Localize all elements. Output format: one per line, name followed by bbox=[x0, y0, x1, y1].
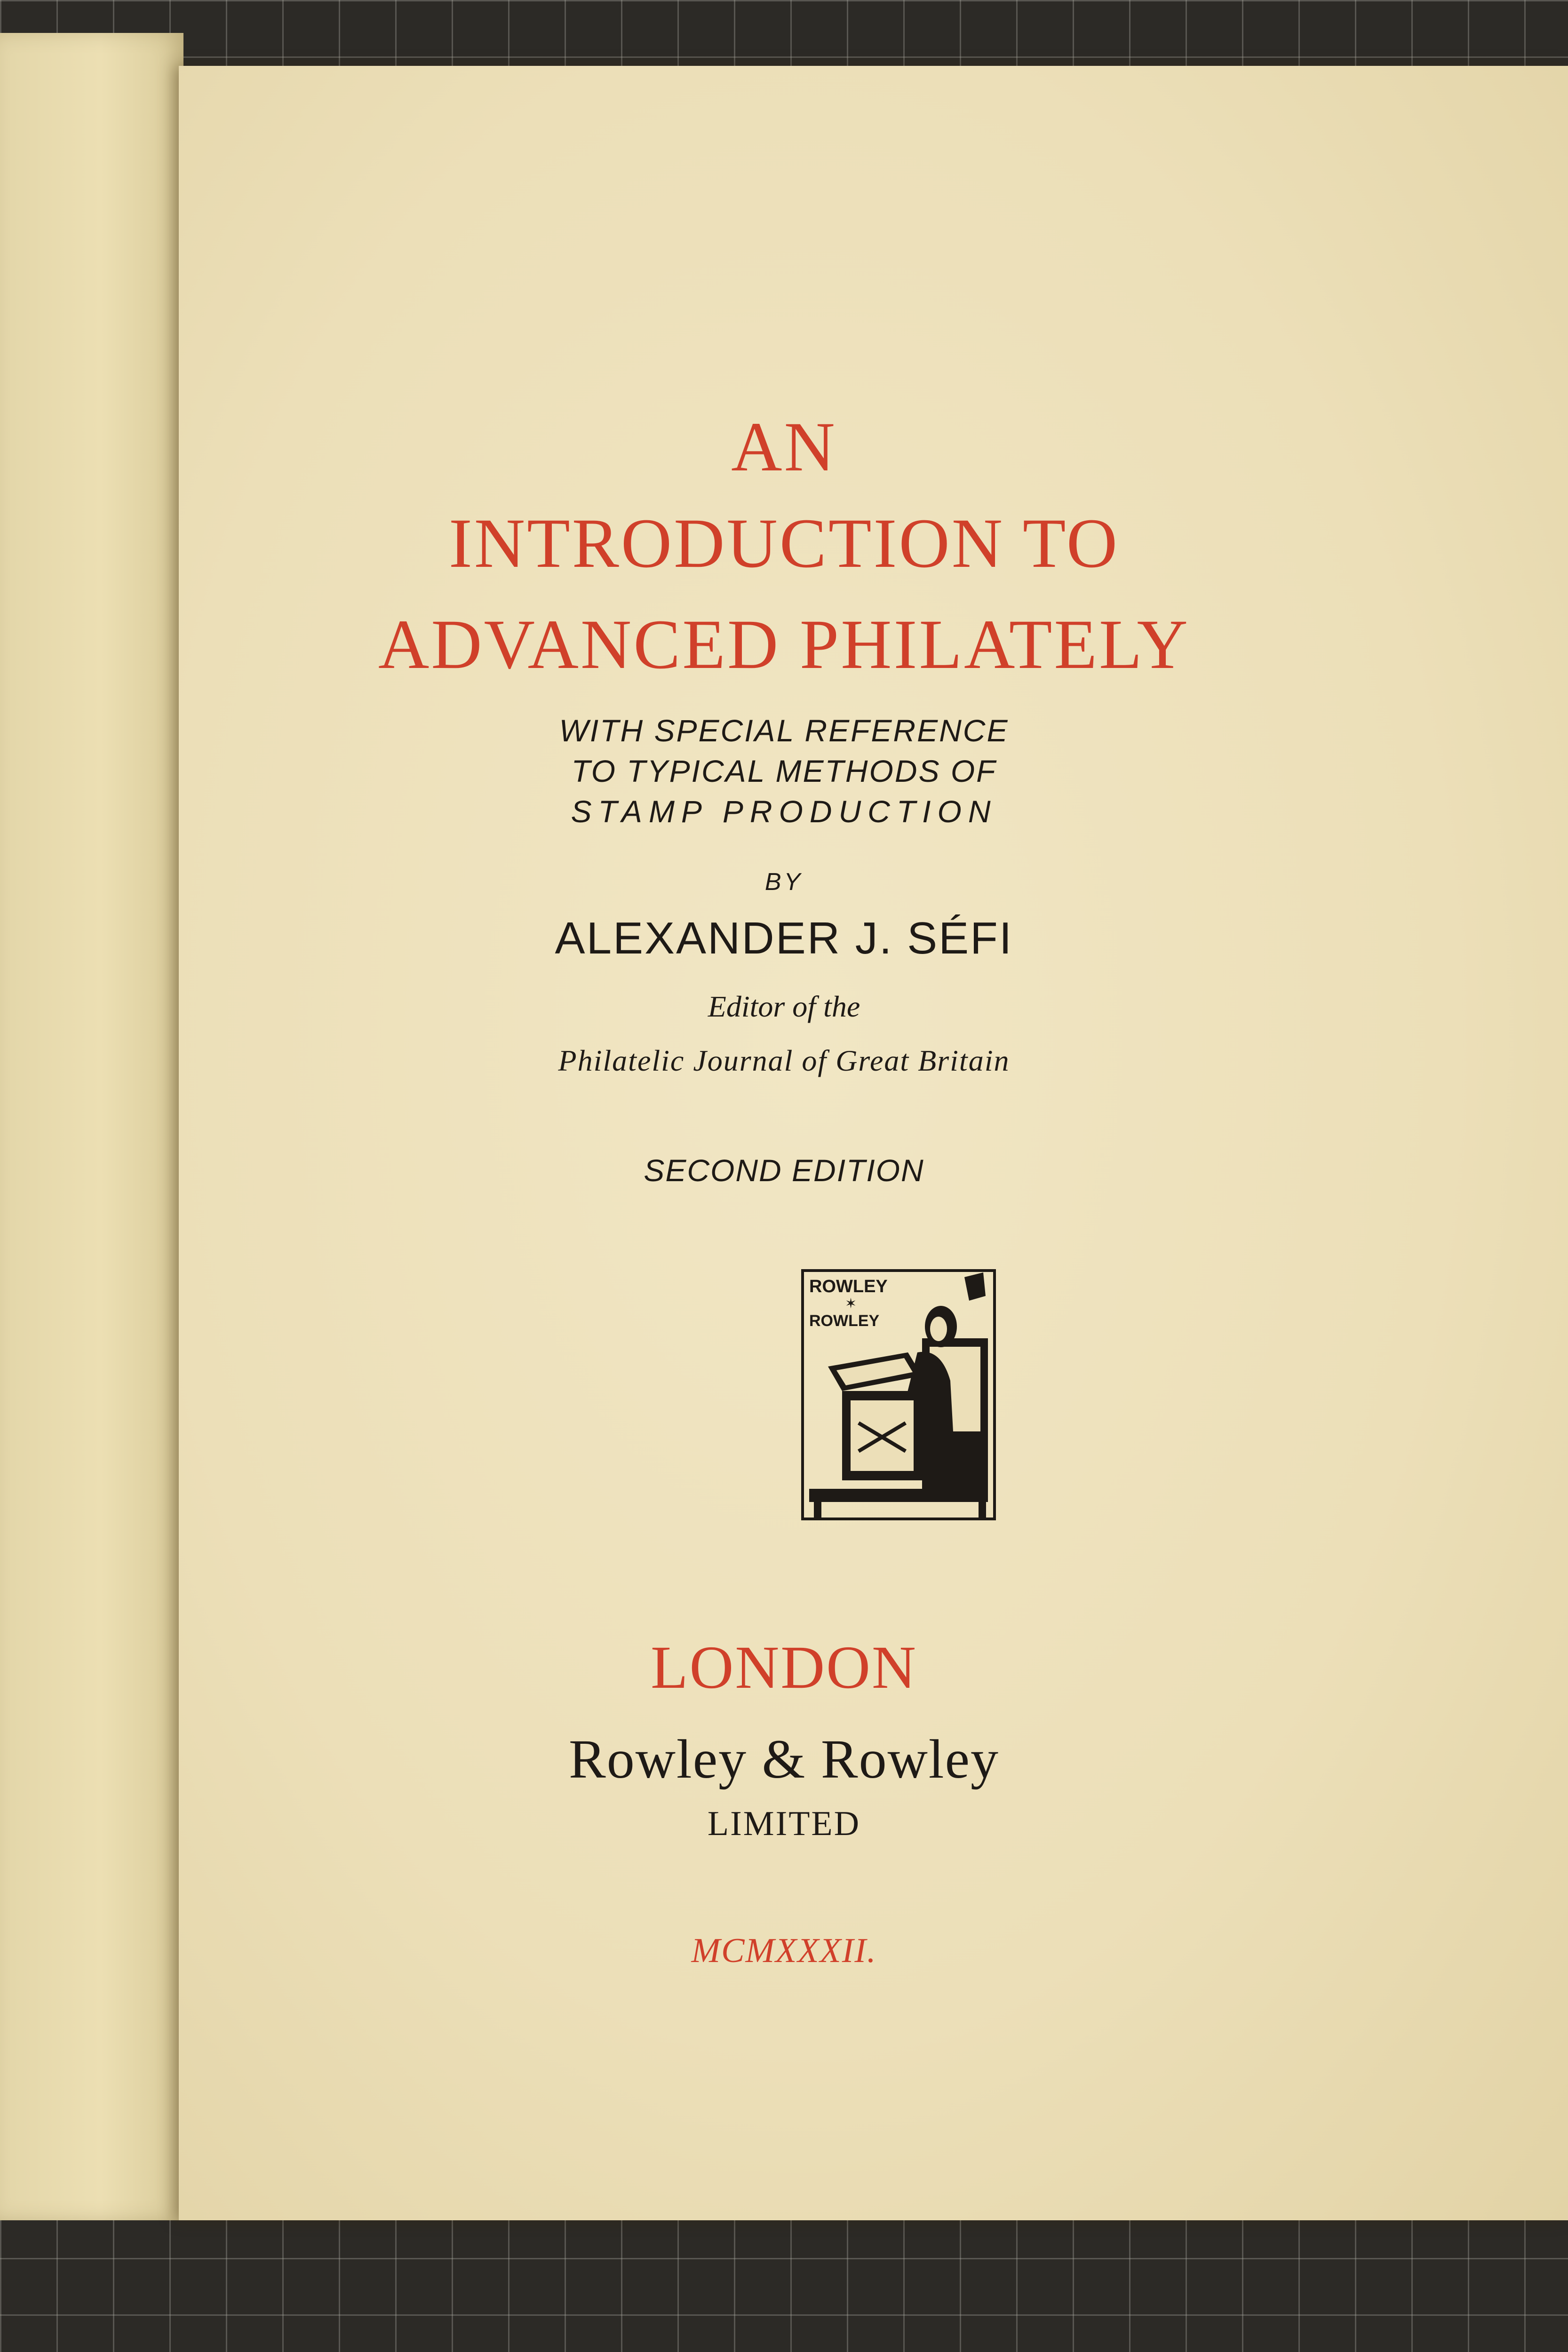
woodcut-floor bbox=[809, 1489, 988, 1502]
woodcut-flag bbox=[964, 1272, 986, 1301]
author-role-line-2: Philatelic Journal of Great Britain bbox=[558, 1044, 1010, 1077]
woodcut-svg bbox=[800, 1268, 997, 1522]
woodcut-label-top: ROWLEY bbox=[809, 1277, 888, 1296]
subtitle-line-1: WITH SPECIAL REFERENCE bbox=[559, 713, 1009, 748]
by-label: BY bbox=[764, 868, 804, 896]
title-page bbox=[179, 66, 1568, 2220]
title-line-2: INTRODUCTION TO bbox=[448, 504, 1120, 582]
woodcut-leg-right bbox=[979, 1502, 986, 1519]
woodcut-leg-left bbox=[814, 1502, 821, 1519]
imprint-year: MCMXXXII. bbox=[691, 1931, 877, 1970]
edition-label: SECOND EDITION bbox=[644, 1153, 924, 1188]
subtitle-line-3: STAMP PRODUCTION bbox=[571, 794, 997, 829]
woodcut-label-bottom: ROWLEY bbox=[809, 1312, 880, 1330]
woodcut-face bbox=[930, 1317, 947, 1341]
imprint-suffix: LIMITED bbox=[707, 1804, 861, 1843]
rowley-printer-woodcut-icon bbox=[800, 1268, 997, 1522]
author-name: ALEXANDER J. SÉFI bbox=[555, 913, 1013, 963]
imprint-city: LONDON bbox=[651, 1634, 917, 1701]
imprint-publisher: Rowley & Rowley bbox=[569, 1728, 999, 1790]
left-page bbox=[0, 33, 183, 2220]
title-line-1: AN bbox=[731, 408, 837, 486]
title-line-3: ADVANCED PHILATELY bbox=[378, 605, 1190, 683]
subtitle-line-2: TO TYPICAL METHODS OF bbox=[571, 754, 997, 788]
woodcut-star: ✶ bbox=[845, 1296, 857, 1311]
author-role-line-1: Editor of the bbox=[708, 990, 860, 1023]
